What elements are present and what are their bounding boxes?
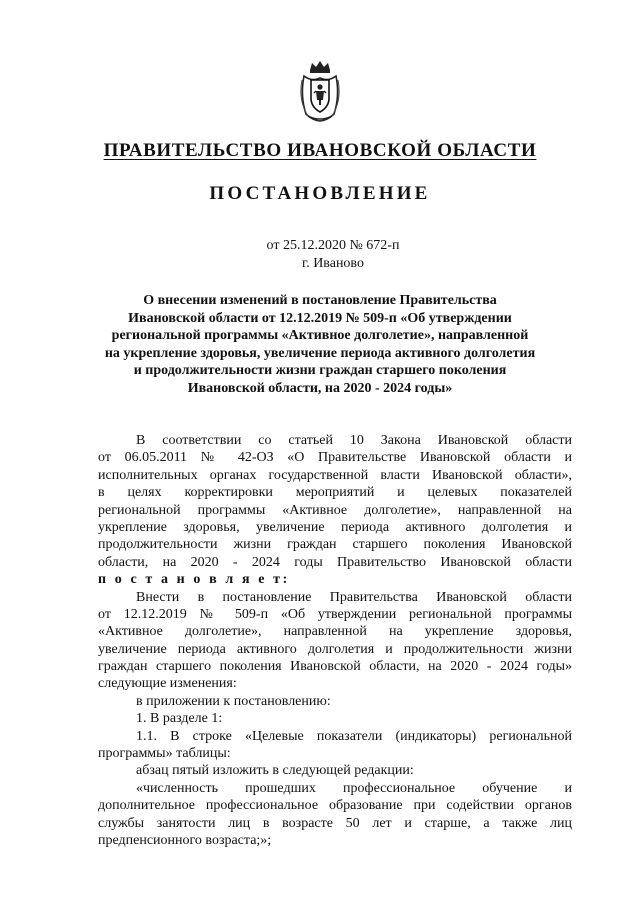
subject-line: на укрепление здоровья, увеличение периода активного долголетия (104, 345, 536, 361)
body-line: исполнительных органах государственной власти Ивановской области», (98, 467, 572, 483)
document-date-number: от 25.12.2020 № 672-п (266, 238, 400, 253)
document-type: ПОСТАНОВЛЕНИЕ (209, 183, 431, 204)
body-line: В соответствии со статьей 10 Закона Ивановской области (136, 433, 572, 448)
body-line: в целях корректировки мероприятий и целевых показателей (98, 485, 572, 501)
body-line: от 06.05.2011 № 42-ОЗ «О Правительстве Ивановской области и (98, 450, 572, 466)
section-heading: 1. В разделе 1: (136, 711, 223, 727)
body-line: региональной программы «Активное долголетие», направленной на (98, 502, 572, 518)
coat-of-arms-ivanovo-icon (298, 60, 342, 122)
body-line: абзац пятый изложить в следующей редакции: (136, 763, 414, 779)
body-line: области, на 2020 - 2024 годы Правительство Ивановской области (98, 554, 572, 570)
government-title-text: ПРАВИТЕЛЬСТВО ИВАНОВСКОЙ ОБЛАСТИ (103, 140, 537, 161)
body-line: от 12.12.2019 № 509-п «Об утверждении региональной программы (98, 606, 572, 622)
body-line: «численность прошедших профессиональное обучение и (136, 780, 572, 796)
subject-line: Ивановской области от 12.12.2019 № 509-п «Об утверждении (128, 310, 512, 326)
subject-line: О внесении изменений в постановление Правительства (143, 293, 497, 308)
body-line: 1.1. В строке «Целевые показатели (индикаторы) региональной (136, 728, 572, 744)
body-line: программы» таблицы: (98, 746, 231, 762)
body-line: предпенсионного возраста;»; (98, 832, 272, 848)
document-place: г. Иваново (302, 256, 364, 271)
body-line: граждан старшего поколения Ивановской области, на 2020 - 2024 годы» (98, 659, 572, 675)
body-line: укрепление здоровья, увеличение периода активного долголетия и (98, 519, 572, 535)
body-line: следующие изменения: (98, 676, 237, 692)
subject-line: и продолжительности жизни граждан старшего поколения (133, 363, 507, 378)
document-body (98, 432, 572, 849)
body-line: «Активное долголетие», направленной на укрепление здоровья, (98, 624, 572, 640)
resolves-word: п о с т а н о в л я е т: (98, 572, 290, 588)
body-line: в приложении к постановлению: (136, 693, 331, 709)
body-line: дополнительное профессиональное образование при содействии органов (98, 798, 572, 814)
body-line: службы занятости лиц в возрасте 50 лет и старше, а также лиц (98, 815, 572, 831)
body-line: продолжительности жизни граждан старшего поколения Ивановской (98, 537, 572, 553)
subject-line: региональной программы «Активное долголетие», направленной (111, 328, 529, 343)
subject-line: Ивановской области, на 2020 - 2024 годы» (187, 380, 453, 396)
body-line: Внести в постановление Правительства Ивановской области (136, 589, 572, 605)
body-line: увеличение периода активного долголетия и продолжительности жизни (98, 641, 572, 657)
document-subject (96, 292, 544, 397)
government-title (0, 140, 640, 162)
